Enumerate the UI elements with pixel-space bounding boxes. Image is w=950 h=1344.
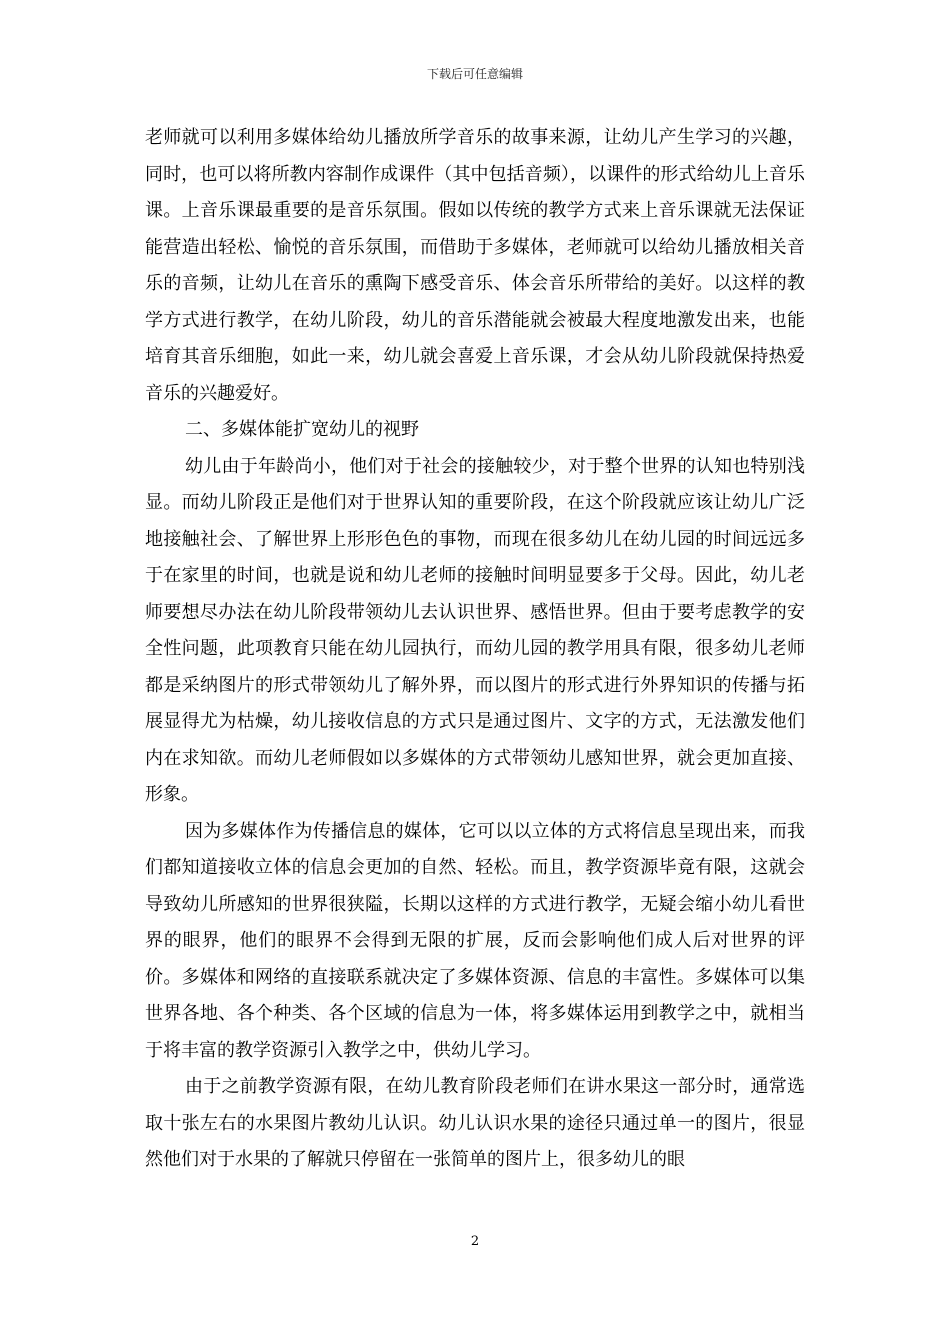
paragraph: 幼儿由于年龄尚小，他们对于社会的接触较少，对于整个世界的认知也特别浅显。而幼儿阶段正是他们对于世界认知的重要阶段，在这个阶段就应该让幼儿广泛地接触社会、了解世界上形形色色的事物，而现在很多幼儿在幼儿园的时间远远多于在家里的时间，也就是说和幼儿老师的接触时间明显要多于父母。因此，幼儿老师要想尽办法在幼儿阶段带领幼儿去认识世界、感悟世界。但由于要考虑教学的安全性问题，此项教育只能在幼儿园执行，而幼儿园的教学用具有限，很多幼儿老师都是采纳图片的形式带领幼儿了解外界，而以图片的形式进行外界知识的传播与拓展显得尤为枯燥，幼儿接收信息的方式只是通过图片、文字的方式，无法激发他们内在求知欲。而幼儿老师假如以多媒体的方式带领幼儿感知世界，就会更加直接、形象。 <box>145 455 805 805</box>
paragraph: 因为多媒体作为传播信息的媒体，它可以以立体的方式将信息呈现出来，而我们都知道接收立体的信息会更加的自然、轻松。而且，教学资源毕竟有限，这就会导致幼儿所感知的世界很狭隘，长期以这样的方式进行教学，无疑会缩小幼儿看世界的眼界，他们的眼界不会得到无限的扩展，反而会影响他们成人后对世界的评价。多媒体和网络的直接联系就决定了多媒体资源、信息的丰富性。多媒体可以集世界各地、各个种类、各个区域的信息为一体，将多媒体运用到教学之中，就相当于将丰富的教学资源引入教学之中，供幼儿学习。 <box>145 820 805 1061</box>
section-heading: 二、多媒体能扩宽幼儿的视野 <box>185 419 419 440</box>
page-header: 下载后可任意编辑 <box>426 67 523 81</box>
paragraph-continuation: 老师就可以利用多媒体给幼儿播放所学音乐的故事来源，让幼儿产生学习的兴趣，同时，也可以将所教内容制作成课件（其中包括音频），以课件的形式给幼儿上音乐课。上音乐课最重要的是音乐氛围。假如以传统的教学方式来上音乐课就无法保证能营造出轻松、愉悦的音乐氛围，而借助于多媒体，老师就可以给幼儿播放相关音乐的音频，让幼儿在音乐的熏陶下感受音乐、体会音乐所带给的美好。以这样的教学方式进行教学，在幼儿阶段，幼儿的音乐潜能就会被最大程度地激发出来，也能培育其音乐细胞，如此一来，幼儿就会喜爱上音乐课，才会从幼儿阶段就保持热爱音乐的兴趣爱好。 <box>145 127 805 404</box>
paragraph: 由于之前教学资源有限，在幼儿教育阶段老师们在讲水果这一部分时，通常选取十张左右的水果图片教幼儿认识。幼儿认识水果的途径只通过单一的图片，很显然他们对于水果的了解就只停留在一张简单的图片上，很多幼儿的眼 <box>145 1076 805 1170</box>
document-body <box>145 120 805 1179</box>
page-number: 2 <box>470 1234 480 1249</box>
